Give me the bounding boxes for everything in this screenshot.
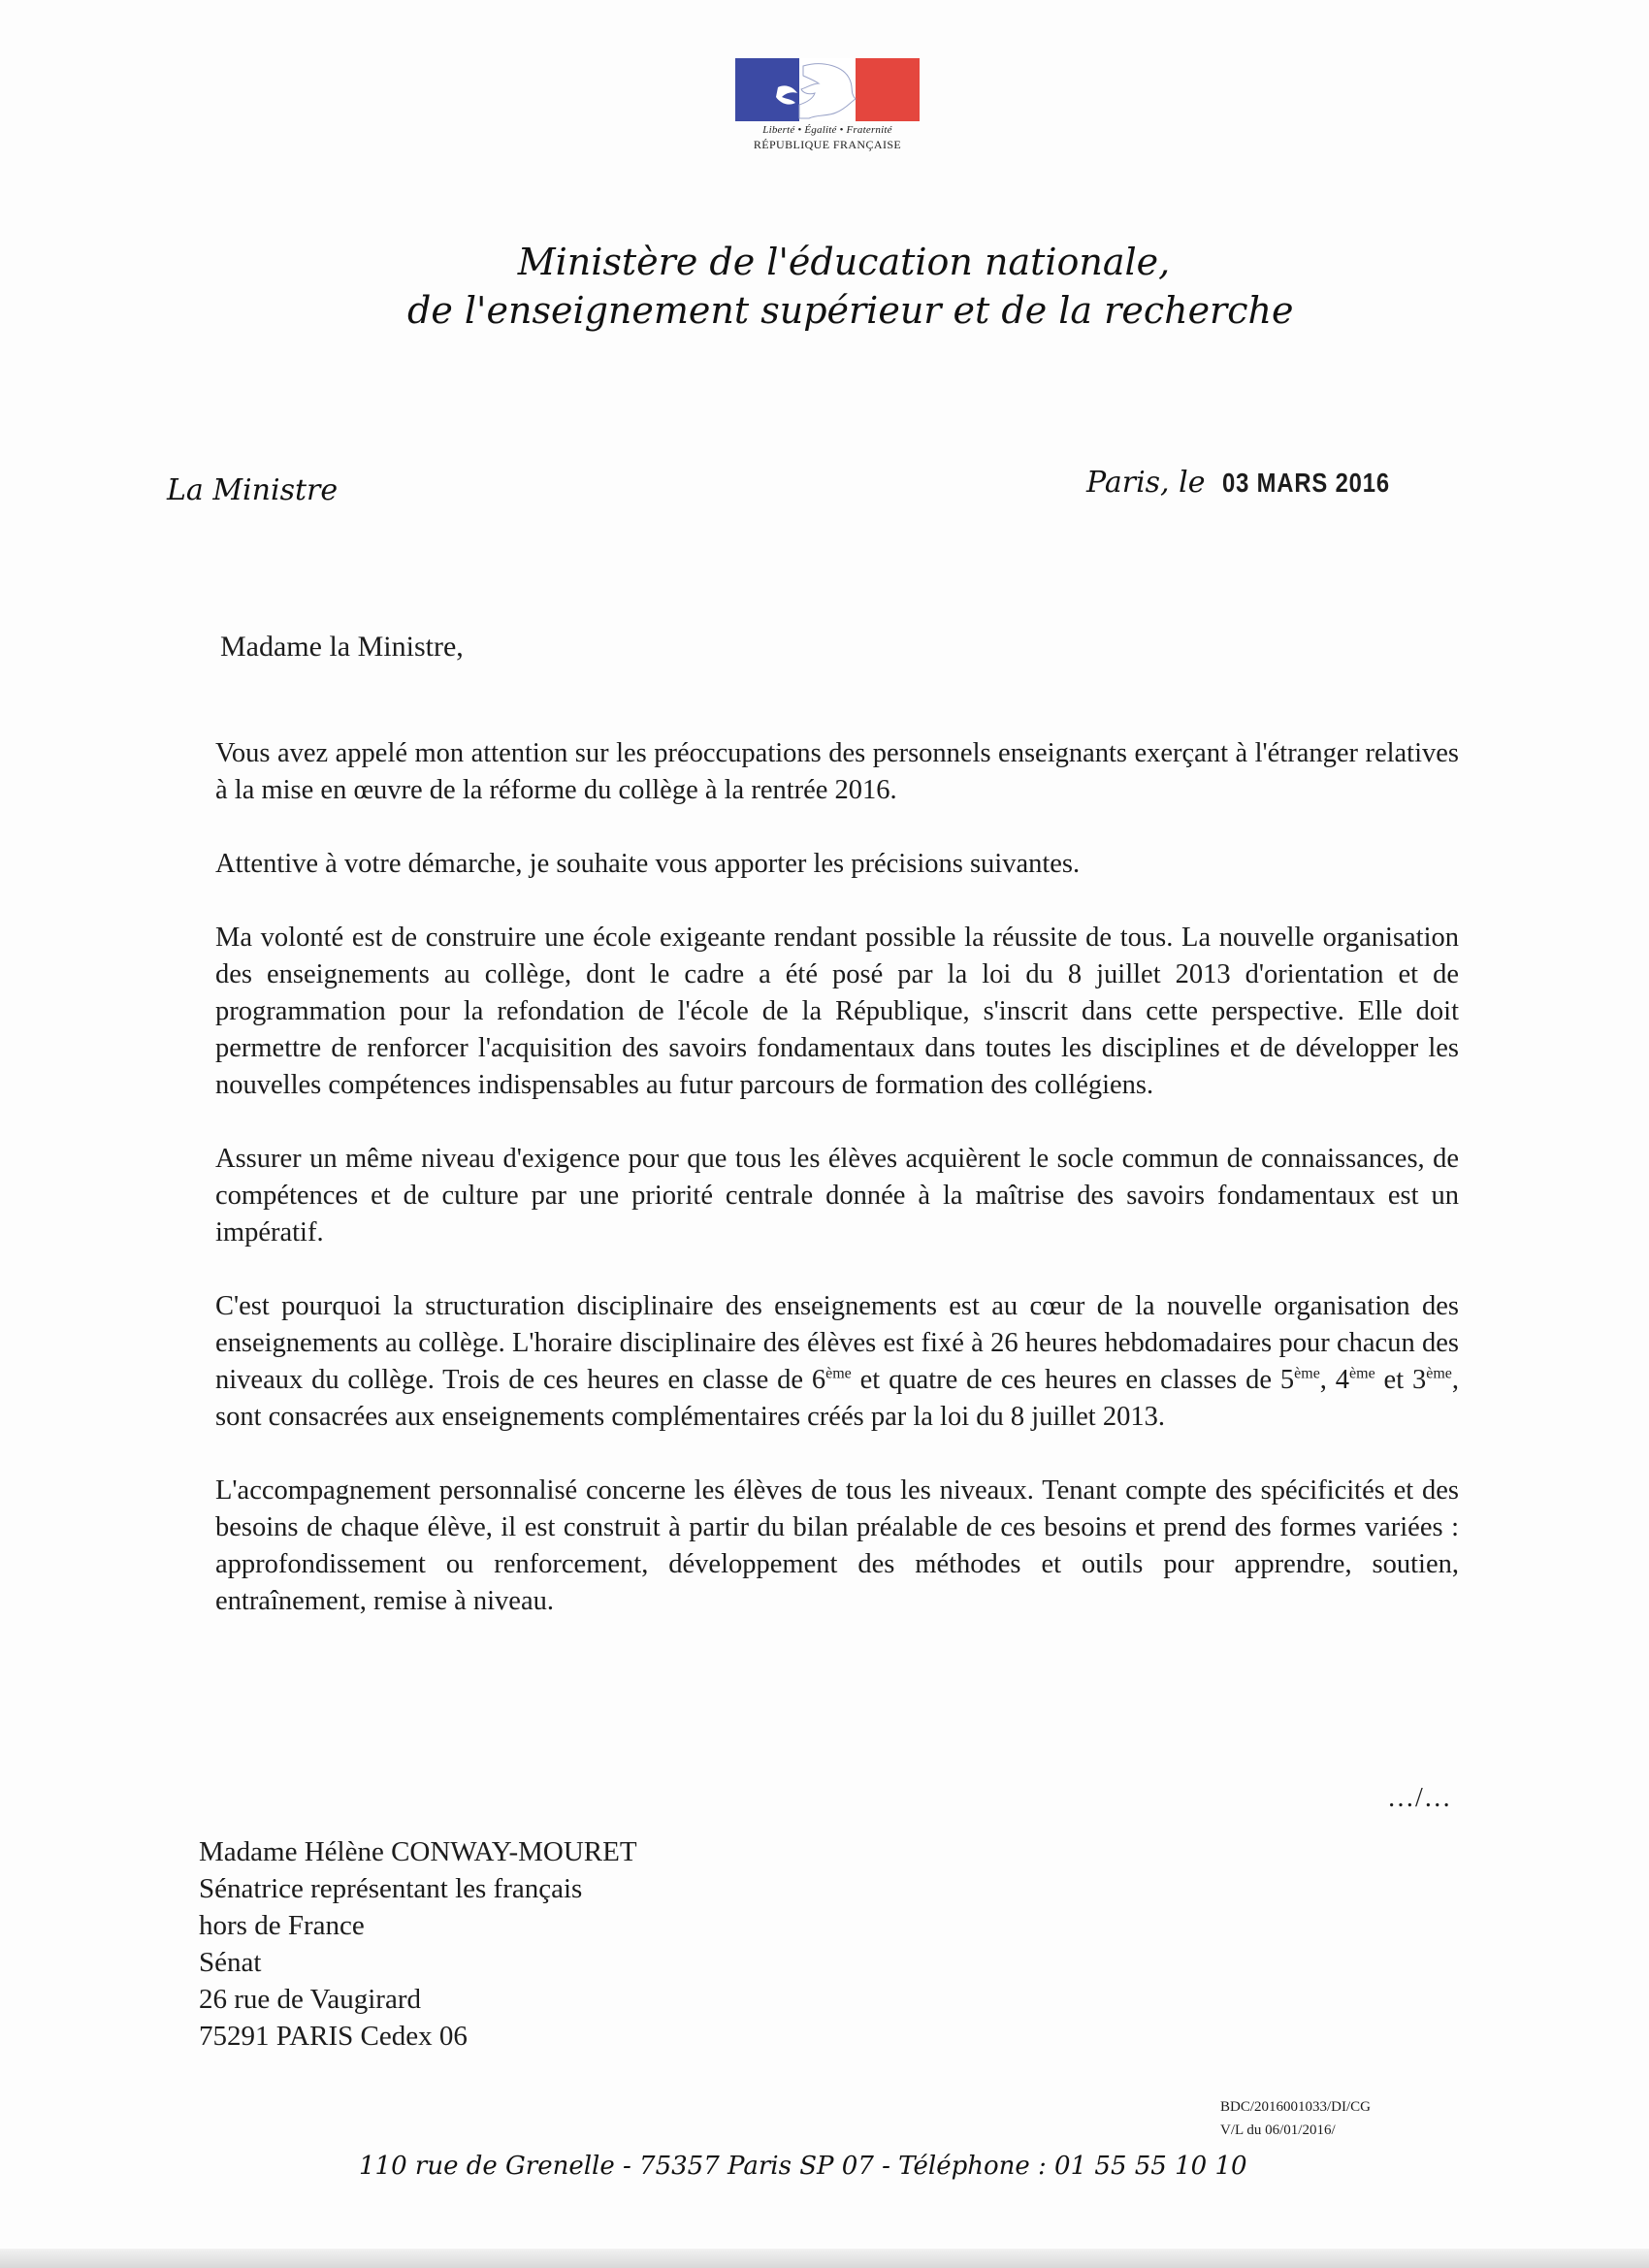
recipient-name: Madame Hélène CONWAY-MOURET <box>199 1836 637 1867</box>
reference-block <box>1220 2095 1371 2142</box>
superscript-5eme: ème <box>1294 1365 1320 1382</box>
letter-body <box>215 735 1459 1657</box>
republic-name: RÉPUBLIQUE FRANÇAISE <box>753 138 902 151</box>
superscript-6eme: ème <box>825 1365 852 1382</box>
superscript-4eme: ème <box>1349 1365 1375 1382</box>
ministry-line-2: de l'enseignement supérieur et de la recherche <box>407 289 1294 332</box>
paragraph-5-part-b: et quatre de ces heures en classes de 5 <box>851 1365 1295 1395</box>
paragraph-3: Ma volonté est de construire une école exigeante rendant possible la réussite de tous. La nouvelle organisation des enseignements au collège, dont le cadre a été posé par la loi du 8 juillet 2013 d'orientation et de programmation pour la refondation de l'école de la République, s'inscrit dans cette perspective. Elle doit permettre de renforcer l'acquisition des savoirs fondamentaux dans toutes les disciplines et de développer les nouvelles compétences indispensables au futur parcours de formation des collégiens. <box>215 923 1459 1100</box>
salutation: Madame la Ministre, <box>220 631 464 663</box>
recipient-street: 26 rue de Vaugirard <box>199 1984 421 2015</box>
sender-role: La Ministre <box>167 473 339 507</box>
paragraph-5-part-c: , 4 <box>1319 1365 1350 1395</box>
reference-vl: V/L du 06/01/2016/ <box>1220 2122 1336 2138</box>
date-place: Paris, le <box>1086 466 1206 500</box>
paragraph-5-part-d: et 3 <box>1374 1365 1427 1395</box>
recipient-title-cont: hors de France <box>199 1910 365 1941</box>
recipient-institution: Sénat <box>199 1947 262 1978</box>
paragraph-5 <box>215 1288 1459 1436</box>
paragraph-5-part-e: , sont consacrées aux enseignements complémentaires créés par la loi du 8 juillet 2013. <box>215 1365 1460 1432</box>
recipient-title: Sénatrice représentant les français <box>199 1873 583 1904</box>
recipient-city: 75291 PARIS Cedex 06 <box>199 2021 468 2052</box>
continuation-mark: …/… <box>1387 1783 1452 1813</box>
ministry-line-1: Ministère de l'éducation nationale, <box>517 241 1171 283</box>
republique-francaise-logo <box>735 58 920 152</box>
marianne-flag-icon <box>735 58 920 121</box>
footer-address: 110 rue de Grenelle - 75357 Paris SP 07 - Téléphone : 01 55 55 10 10 <box>359 2152 1247 2181</box>
paragraph-5-part-a: C'est pourquoi la structuration disciplinaire des enseignements est au cœur de la nouvelle organisation des enseignements au collège. L'horaire disciplinaire des élèves est fixé à 26 heures hebdomadaires pour chacun des niveaux du collège. Trois de ces heures en classe de 6 <box>215 1291 1459 1395</box>
paragraph-6: L'accompagnement personnalisé concerne les élèves de tous les niveaux. Tenant compte des spécificités et des besoins de chaque élève, il est construit à partir du bilan préalable de ces besoins et prend des formes variées : approfondissement ou renforcement, développement des méthodes et outils pour apprendre, soutien, entraînement, remise à niveau. <box>215 1475 1459 1616</box>
paragraph-4: Assurer un même niveau d'exigence pour que tous les élèves acquièrent le socle commun de connaissances, de compétences et de culture par une priorité centrale donnée à la maîtrise des savoirs fondamentaux est un impératif. <box>215 1144 1459 1247</box>
superscript-3eme: ème <box>1426 1365 1452 1382</box>
paragraph-2: Attentive à votre démarche, je souhaite vous apporter les précisions suivantes. <box>215 849 1081 879</box>
ministry-heading <box>407 238 1294 335</box>
dateline <box>1086 466 1420 500</box>
paragraph-1: Vous avez appelé mon attention sur les préoccupations des personnels enseignants exerçant à l'étranger relatives à la mise en œuvre de la réforme du collège à la rentrée 2016. <box>215 738 1459 805</box>
republic-motto: Liberté • Égalité • Fraternité <box>762 124 892 136</box>
date-stamp: 03 MARS 2016 <box>1222 468 1391 498</box>
scan-edge <box>0 2249 1649 2268</box>
reference-code: BDC/2016001033/DI/CG <box>1220 2099 1372 2115</box>
recipient-address <box>199 1833 637 2055</box>
